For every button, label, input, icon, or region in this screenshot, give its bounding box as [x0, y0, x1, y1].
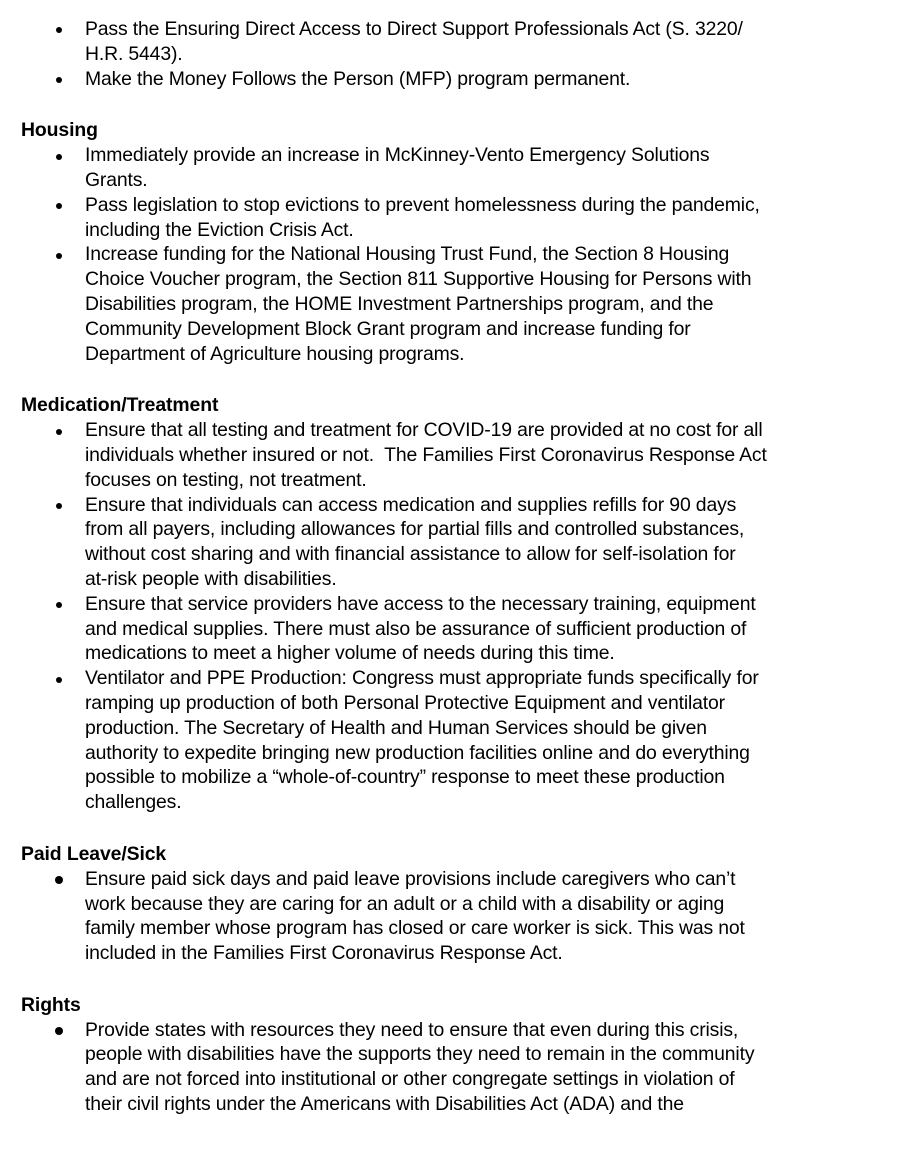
list-item-line: Pass the Ensuring Direct Access to Direct Support Professionals Act (S. 3220/ [85, 18, 743, 40]
list-item-line: authority to expedite bringing new production facilities online and do everything [85, 741, 750, 764]
list-item-line: Pass legislation to stop evictions to prevent homelessness during the pandemic, [85, 193, 760, 216]
list-item [0, 242, 910, 366]
paid-leave-bullet-list [0, 867, 910, 966]
section-spacer [0, 966, 910, 993]
list-item-line: ramping up production of both Personal Protective Equipment and ventilator [85, 691, 725, 714]
housing-bullet-list [0, 143, 910, 366]
list-item-line: production. The Secretary of Health and Human Services should be given [85, 716, 707, 739]
list-item [0, 67, 910, 92]
list-item-line: individuals whether insured or not. The Families First Coronavirus Response Act [85, 443, 767, 466]
list-item-line: challenges. [85, 791, 182, 814]
intro-bullet-list [0, 17, 910, 91]
bullet-icon [53, 193, 65, 218]
section-spacer [0, 91, 910, 118]
list-item-line: Make the Money Follows the Person (MFP) program permanent. [85, 67, 631, 90]
list-item [0, 418, 910, 492]
list-item-line: Ensure paid sick days and paid leave provisions include caregivers who can’t [85, 867, 736, 890]
rights-bullet-list [0, 1018, 910, 1117]
section-paid-leave-sick [0, 842, 910, 966]
bullet-icon [53, 1018, 65, 1043]
list-item-line: Immediately provide an increase in McKinney-Vento Emergency Solutions [85, 144, 710, 167]
section-heading: Medication/Treatment [21, 394, 219, 417]
list-item-line: Grants. [85, 168, 148, 191]
list-item [0, 143, 910, 193]
section-housing [0, 118, 910, 366]
list-item-line: and are not forced into institutional or other congregate settings in violation of [85, 1068, 735, 1091]
bullet-icon [53, 592, 65, 617]
list-item-line: at-risk people with disabilities. [85, 567, 337, 590]
bullet-icon [53, 143, 65, 168]
list-item-line: family member whose program has closed or care worker is sick. This was not [85, 917, 745, 940]
list-item [0, 867, 910, 966]
list-item [0, 17, 910, 67]
list-item-line: Increase funding for the National Housing Trust Fund, the Section 8 Housing [85, 243, 730, 266]
section-heading: Paid Leave/Sick [21, 842, 167, 865]
bullet-icon [53, 493, 65, 518]
list-item-line: Department of Agriculture housing programs. [85, 342, 465, 365]
medication-bullet-list [0, 418, 910, 815]
section-medication-treatment [0, 393, 910, 815]
list-item-line: Disabilities program, the HOME Investment Partnerships program, and the [85, 292, 714, 315]
list-item-line: medications to meet a higher volume of needs during this time. [85, 642, 615, 665]
list-item-line: focuses on testing, not treatment. [85, 468, 367, 491]
section-rights [0, 993, 910, 1117]
section-spacer [0, 366, 910, 393]
section-heading: Rights [21, 993, 81, 1016]
bullet-icon [53, 666, 65, 691]
list-item-line: Choice Voucher program, the Section 811 Supportive Housing for Persons with [85, 268, 752, 291]
bullet-icon [53, 867, 65, 892]
list-item-line: Ensure that service providers have access to the necessary training, equipment [85, 592, 756, 615]
list-item-line: included in the Families First Coronavirus Response Act. [85, 942, 563, 965]
list-item [0, 193, 910, 243]
list-item-line: H.R. 5443). [85, 42, 183, 65]
list-item-line: from all payers, including allowances for partial fills and controlled substances, [85, 518, 745, 541]
list-item-line: work because they are caring for an adult or a child with a disability or aging [85, 892, 725, 915]
list-item-line: without cost sharing and with financial assistance to allow for self-isolation for [85, 543, 736, 566]
list-item-line: and medical supplies. There must also be assurance of sufficient production of [85, 617, 747, 640]
list-item [0, 1018, 910, 1117]
bullet-icon [53, 418, 65, 443]
document-page [0, 17, 910, 1117]
bullet-icon [53, 67, 65, 92]
list-item-line: including the Eviction Crisis Act. [85, 218, 354, 241]
list-item-line: their civil rights under the Americans with Disabilities Act (ADA) and the [85, 1093, 684, 1116]
list-item-line: Ensure that all testing and treatment for COVID-19 are provided at no cost for all [85, 419, 763, 442]
list-item [0, 592, 910, 666]
list-item-line: Community Development Block Grant program and increase funding for [85, 317, 691, 340]
list-item-line: Ventilator and PPE Production: Congress must appropriate funds specifically for [85, 667, 759, 690]
list-item [0, 493, 910, 592]
bullet-icon [53, 17, 65, 42]
list-item-line: Ensure that individuals can access medication and supplies refills for 90 days [85, 493, 737, 516]
list-item-line: possible to mobilize a “whole-of-country” response to meet these production [85, 766, 725, 789]
bullet-icon [53, 242, 65, 267]
section-spacer [0, 815, 910, 842]
list-item-line: people with disabilities have the supports they need to remain in the community [85, 1043, 755, 1066]
list-item [0, 666, 910, 815]
section-heading: Housing [21, 119, 98, 142]
list-item-line: Provide states with resources they need to ensure that even during this crisis, [85, 1018, 739, 1041]
